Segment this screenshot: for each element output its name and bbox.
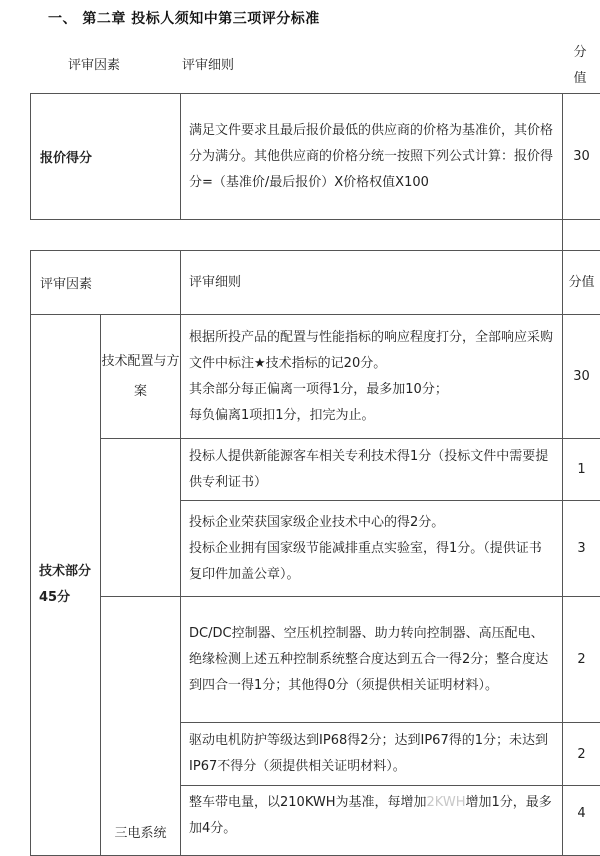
table1-header [30, 38, 600, 94]
score-cell: 30 [563, 315, 600, 439]
table-gap [31, 220, 600, 251]
detail-cell: 投标企业荣获国家级企业技术中心的得2分。 投标企业拥有国家级节能减排重点实验室，得1分。（提供证书复印件加盖公章）。 [181, 501, 563, 597]
group-cell-tech-config: 技术配置与方案 [101, 315, 181, 439]
detail-cell: 根据所投产品的配置与性能指标的响应程度打分，全部响应采购文件中标注★技术指标的记20分。 其余部分每正偏离一项得1分，最多加10分； 每负偏离1项扣1分，扣完为止。 [181, 315, 563, 439]
detail-cell: DC/DC控制器、空压机控制器、助力转向控制器、高压配电、绝缘检测上述五种控制系统整合度达到五合一得2分；整合度达到四合一得1分；其他得0分（须提供相关证明材料）。 [181, 597, 563, 723]
score-cell: 3 [563, 501, 600, 597]
price-score-table [30, 93, 600, 251]
table2-header-score: 分值 [563, 251, 600, 315]
table1-header-detail: 评审细则 [182, 54, 234, 73]
table-row [31, 597, 600, 723]
detail-cell: 投标人提供新能源客车相关专利技术得1分（投标文件中需要提供专利证书） [181, 439, 563, 501]
detail-cell: 整车带电量，以210KWH为基准，每增加2KWH增加1分，最多加4分。 [181, 786, 563, 856]
table2-header-detail: 评审细则 [181, 251, 563, 315]
main-factor-cell: 技术部分45分 [31, 315, 101, 856]
table-row [31, 439, 600, 501]
table-row [31, 315, 600, 439]
table1-header-factor: 评审因素 [68, 54, 120, 73]
page-title: 一、 第二章 投标人须知中第三项评分标准 [48, 8, 320, 28]
technical-score-table [30, 250, 600, 856]
score-cell: 4 [563, 786, 600, 856]
group-cell-empty [101, 439, 181, 597]
detail-cell: 满足文件要求且最后报价最低的供应商的价格为基准价，其价格分为满分。其他供应商的价格分统一按照下列公式计算：报价得分=（基准价/最后报价）X价格权值X100 [181, 94, 563, 220]
score-cell: 30 [563, 94, 600, 220]
score-cell: 2 [563, 723, 600, 786]
table-row [31, 94, 600, 220]
table1-header-score: 分值 [572, 40, 588, 92]
factor-cell: 报价得分 [31, 94, 181, 220]
score-cell: 1 [563, 439, 600, 501]
table-header-row [31, 251, 600, 315]
table2-header-factor: 评审因素 [31, 251, 181, 315]
score-cell: 2 [563, 597, 600, 723]
group-cell-three-electric: 三电系统 [101, 597, 181, 856]
detail-cell: 驱动电机防护等级达到IP68得2分；达到IP67得的1分；未达到IP67不得分（须提供相关证明材料）。 [181, 723, 563, 786]
